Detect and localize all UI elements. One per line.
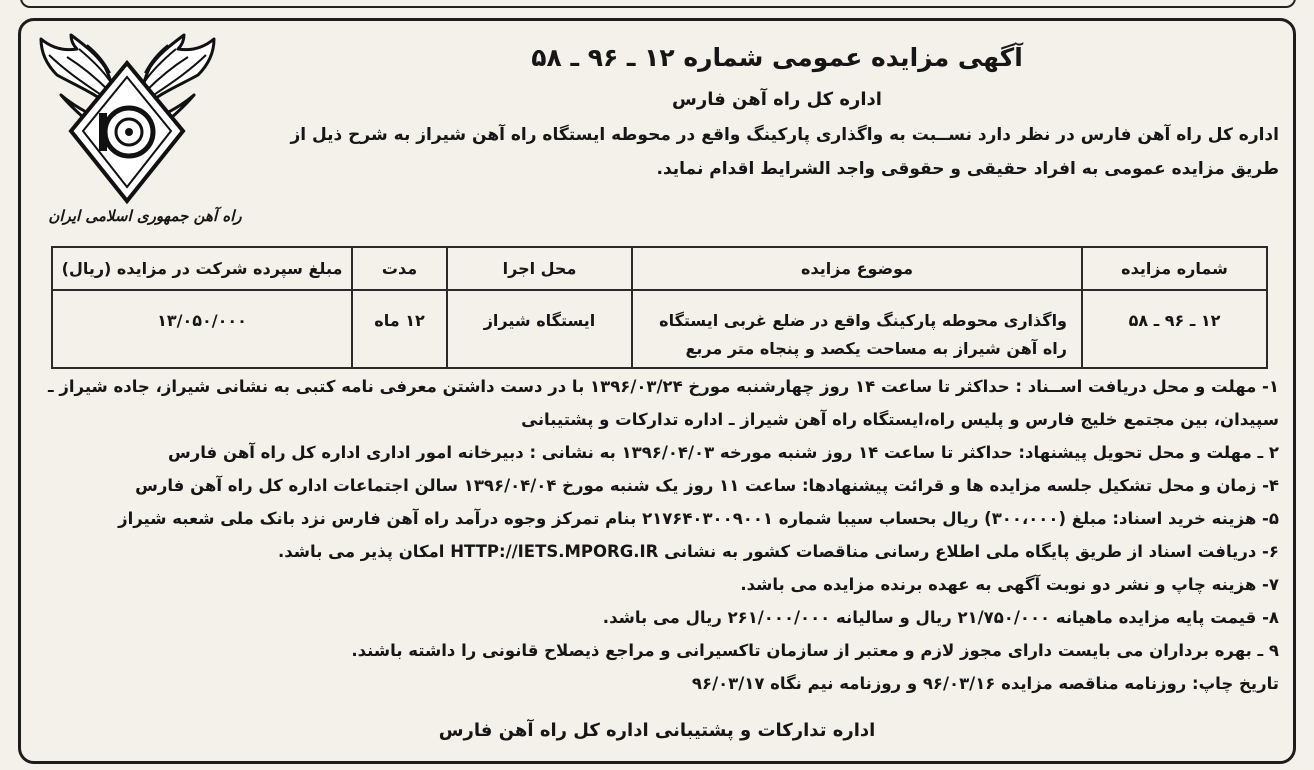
table-header-row xyxy=(52,247,1267,290)
header-deposit: مبلغ سپرده شرکت در مزایده (ریال) xyxy=(52,247,352,290)
table-row xyxy=(52,290,1267,368)
cell-auction-number: ۱۲ ـ ۹۶ ـ ۵۸ xyxy=(1082,290,1267,368)
logo-caption: راه آهن جمهوری اسلامی ایران xyxy=(48,207,242,225)
header-duration: مدت xyxy=(352,247,447,290)
organization-name: اداره کل راه آهن فارس xyxy=(672,89,882,110)
condition-item: ۵- هزینه خرید اسناد: مبلغ (۳۰۰،۰۰۰) ریال بحساب سیبا شماره ۲۱۷۶۴۰۳۰۰۹۰۰۱ بنام تمرکز وجوه درآمد راه آهن فارس نزد بانک ملی شعبه شیراز xyxy=(118,509,1279,528)
print-date: تاریخ چاپ: روزنامه مناقصه مزایده ۹۶/۰۳/۱۶ و روزنامه نیم نگاه ۹۶/۰۳/۱۷ xyxy=(691,674,1279,693)
condition-item: ۸- قیمت پایه مزایده ماهیانه ۲۱/۷۵۰/۰۰۰ ریال و سالیانه ۲۶۱/۰۰۰/۰۰۰ ریال می باشد. xyxy=(602,608,1279,627)
auction-notice-frame xyxy=(18,18,1296,764)
conditions-list xyxy=(35,370,1279,705)
intro-paragraph: اداره کل راه آهن فارس در نظر دارد نســبت به واگذاری پارکینگ واقع در محوطه ایستگاه راه آهن شیراز به شرح ذیل از طریق مزایده عمومی به افراد حقیقی و حقوقی واجد الشرایط اقدام نماید. xyxy=(290,125,1279,179)
railway-logo xyxy=(35,33,220,208)
previous-ad-border xyxy=(20,0,1296,8)
header-auction-number: شماره مزایده xyxy=(1082,247,1267,290)
cell-subject: واگذاری محوطه پارکینگ واقع در ضلع غربی ایستگاه راه آهن شیراز به مساحت یکصد و پنجاه متر مربع xyxy=(632,290,1082,368)
cell-duration: ۱۲ ماه xyxy=(352,290,447,368)
condition-item: ۹ ـ بهره برداران می بایست دارای مجوز لازم و معتبر از سازمان تاکسیرانی و مراجع ذیصلاح قانونی را داشته باشند. xyxy=(351,641,1279,660)
notice-title: آگهی مزایده عمومی شماره ۱۲ ـ ۹۶ ـ ۵۸ xyxy=(531,43,1023,72)
condition-item: ۲ ـ مهلت و محل تحویل پیشنهاد: حداکثر تا ساعت ۱۴ روز شنبه مورخه ۱۳۹۶/۰۴/۰۳ به نشانی : دبیرخانه امور اداری اداره کل راه آهن فارس xyxy=(167,443,1279,462)
condition-item: ۷- هزینه چاپ و نشر دو نوبت آگهی به عهده برنده مزایده می باشد. xyxy=(740,575,1279,594)
condition-item: ۴- زمان و محل تشکیل جلسه مزایده ها و قرائت پیشنهادها: ساعت ۱۱ روز یک شنبه مورخ ۱۳۹۶/۰۴/۰۴ سالن اجتماعات اداره کل راه آهن فارس xyxy=(135,476,1279,495)
winged-wheel-emblem-icon xyxy=(35,33,220,208)
auction-table xyxy=(51,246,1268,369)
condition-item: ۱- مهلت و محل دریافت اســناد : حداکثر تا ساعت ۱۴ روز چهارشنبه مورخ ۱۳۹۶/۰۳/۲۴ با در دست داشتن معرفی نامه کتبی به نشانی شیراز، جاده شیراز ـ سپیدان، بین مجتمع خلیج فارس و پلیس راه،ایستگاه راه آهن شیراز ـ اداره تدارکات و پشتیبانی xyxy=(48,377,1279,429)
issuer-signature: اداره تدارکات و پشتیبانی اداره کل راه آهن فارس xyxy=(438,720,876,741)
header-location: محل اجرا xyxy=(447,247,632,290)
cell-deposit: ۱۳/۰۵۰/۰۰۰ xyxy=(52,290,352,368)
header-subject: موضوع مزایده xyxy=(632,247,1082,290)
cell-location: ایستگاه شیراز xyxy=(447,290,632,368)
condition-item: ۶- دریافت اسناد از طریق پایگاه ملی اطلاع رسانی مناقصات کشور به نشانی HTTP://IETS.MPORG.IR امکان پذیر می باشد. xyxy=(277,542,1279,561)
